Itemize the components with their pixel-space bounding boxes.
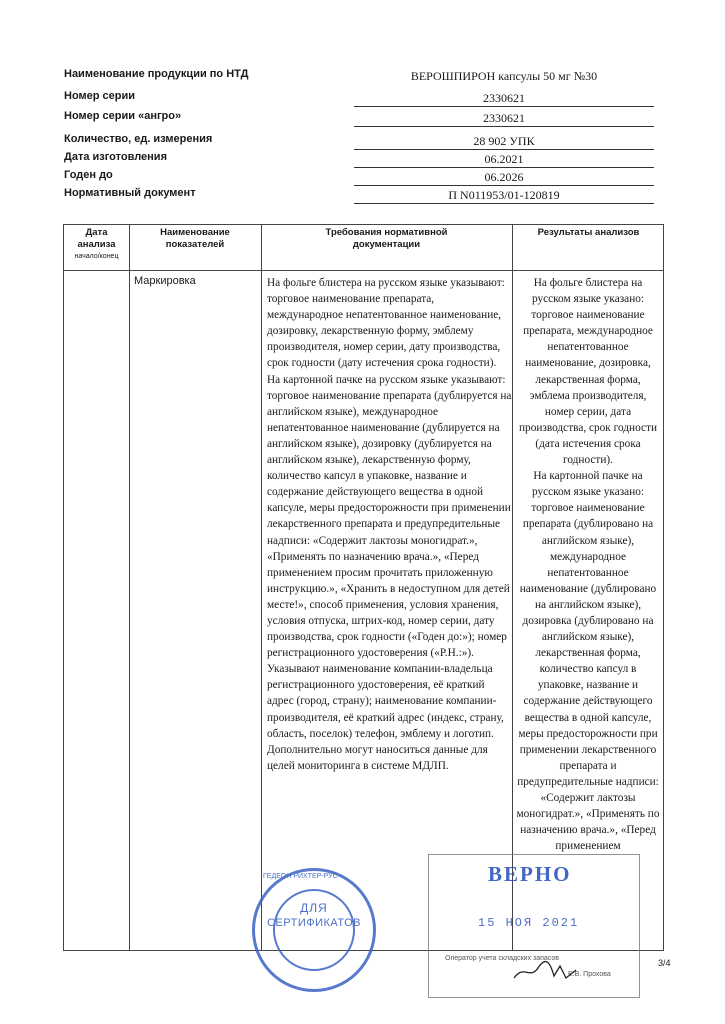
header-row-manufacture-date — [64, 151, 664, 169]
col-header-requirements — [261, 227, 512, 251]
seal-text-line1: ДЛЯ — [300, 901, 328, 915]
header-value: 2330621 — [354, 90, 654, 107]
header-value: 28 902 УПК — [354, 133, 654, 150]
header-label: Наименование продукции по НТД — [64, 68, 249, 80]
requirements-paragraph: На картонной пачке на русском языке указывают: торговое наименование препарата (дублируется на английском языке), международное непатентованное наименование (дублируется на английском языке), дозировку (дублируется на английском языке), лекарственную форму, количество капсул в упаковке, название и содержание действующего вещества в одной капсуле, меры предосторожности при применении лекарственного препарата и предупредительные надписи: «Содержит лактозы моногидрат.», «Применять по назначению врача.», «Перед применением просим прочитать приложенную инструкцию.», «Хранить в недоступном для детей месте!», способ применения, условия хранения, условия отпуска, штрих-код, номер серии, дату производства, срок годности («Годен до:»); номер регистрационного удостоверения («Р.Н.:»). — [267, 373, 512, 660]
header-value: 2330621 — [354, 110, 654, 127]
row-requirements — [267, 275, 512, 774]
header-row-expiry — [64, 169, 664, 187]
round-seal-icon — [252, 868, 376, 992]
header-label: Номер серии — [64, 90, 136, 102]
requirements-paragraph: Указывают наименование компании-владельца регистрационного удостоверения, её краткий адрес (город, страну); наименование компании-производителя, её краткий адрес (индекс, страну, область, поселок) телефон, эмблему и логотип. — [267, 663, 504, 740]
col-header-requirements-label: Требования нормативной документации — [325, 227, 448, 250]
header-label: Номер серии «ангро» — [64, 110, 182, 122]
results-paragraph: На картонной пачке на русском языке указано: торговое наименование препарата (дублировано на английском языке), международное непатентованное наименование (дублировано на английском языке), дозировка (дублировано на английском языке), лекарственная форма, количество капсул в упаковке, название и содержание действующего вещества в одной капсуле, меры предосторожности при применении лекарственного препарата и предупредительные надписи: «Содержит лактозы моногидрат.», «Применять по назначению врача.», «Перед применением — [516, 470, 660, 853]
col-header-results — [512, 227, 665, 239]
col-header-indicator — [129, 227, 261, 251]
header-row-normative-doc — [64, 187, 664, 205]
header-value: П N011953/01-120819 — [354, 187, 654, 204]
header-divider — [64, 270, 663, 271]
header-label: Дата изготовления — [64, 151, 167, 163]
verno-stamp: ВЕРНО — [488, 862, 572, 886]
analysis-table — [63, 224, 664, 951]
requirements-paragraph: Дополнительно могут наноситься данные для целей мониторинга в системе МДЛП. — [267, 743, 488, 772]
results-paragraph: На фольге блистера на русском языке указано: торговое наименование препарата, международное непатентованное наименование, дозировка, лекарственная форма, эмблема производителя, номер серии, дата производства, срок годности (дата истечения срока годности). — [519, 277, 657, 467]
header-value: 06.2021 — [354, 151, 654, 168]
header-row-angro-series — [64, 110, 664, 128]
column-divider — [261, 225, 262, 950]
col-header-date — [64, 227, 129, 263]
header-label: Количество, ед. измерения — [64, 133, 213, 145]
col-header-date-label: Дата анализа — [77, 227, 116, 250]
col-header-date-sub: начало/конец — [74, 253, 119, 260]
header-label: Нормативный документ — [64, 187, 196, 199]
col-header-indicator-label: Наименование показателей — [160, 227, 230, 250]
page-number: 3/4 — [658, 958, 671, 968]
header-row-series — [64, 90, 664, 108]
col-header-results-label: Результаты анализов — [537, 227, 640, 238]
seal-text-line2: СЕРТИФИКАТОВ — [266, 917, 362, 929]
header-row-product — [64, 68, 664, 86]
column-divider — [512, 225, 513, 950]
signer-name: Е.В. Прохова — [568, 971, 611, 978]
column-divider — [129, 225, 130, 950]
stamp-date: 15 НОЯ 2021 — [478, 916, 580, 930]
header-value: ВЕРОШПИРОН капсулы 50 мг №30 — [410, 69, 598, 83]
header-label: Годен до — [64, 169, 113, 181]
operator-title: Оператор учета складских запасов — [445, 955, 559, 962]
row-results — [516, 275, 660, 854]
header-value: 06.2026 — [354, 169, 654, 186]
row-indicator: Маркировка — [134, 275, 196, 287]
header-row-quantity — [64, 133, 664, 151]
seal-ring-text: ГЕДЕОН РИХТЕР-РУС — [263, 873, 338, 880]
requirements-paragraph: На фольге блистера на русском языке указывают: торговое наименование препарата, международное непатентованное наименование, дозировку, лекарственную форму, эмблему производителя, номер серии, дату производства, срок годности (дату истечения срока годности). — [267, 277, 505, 370]
